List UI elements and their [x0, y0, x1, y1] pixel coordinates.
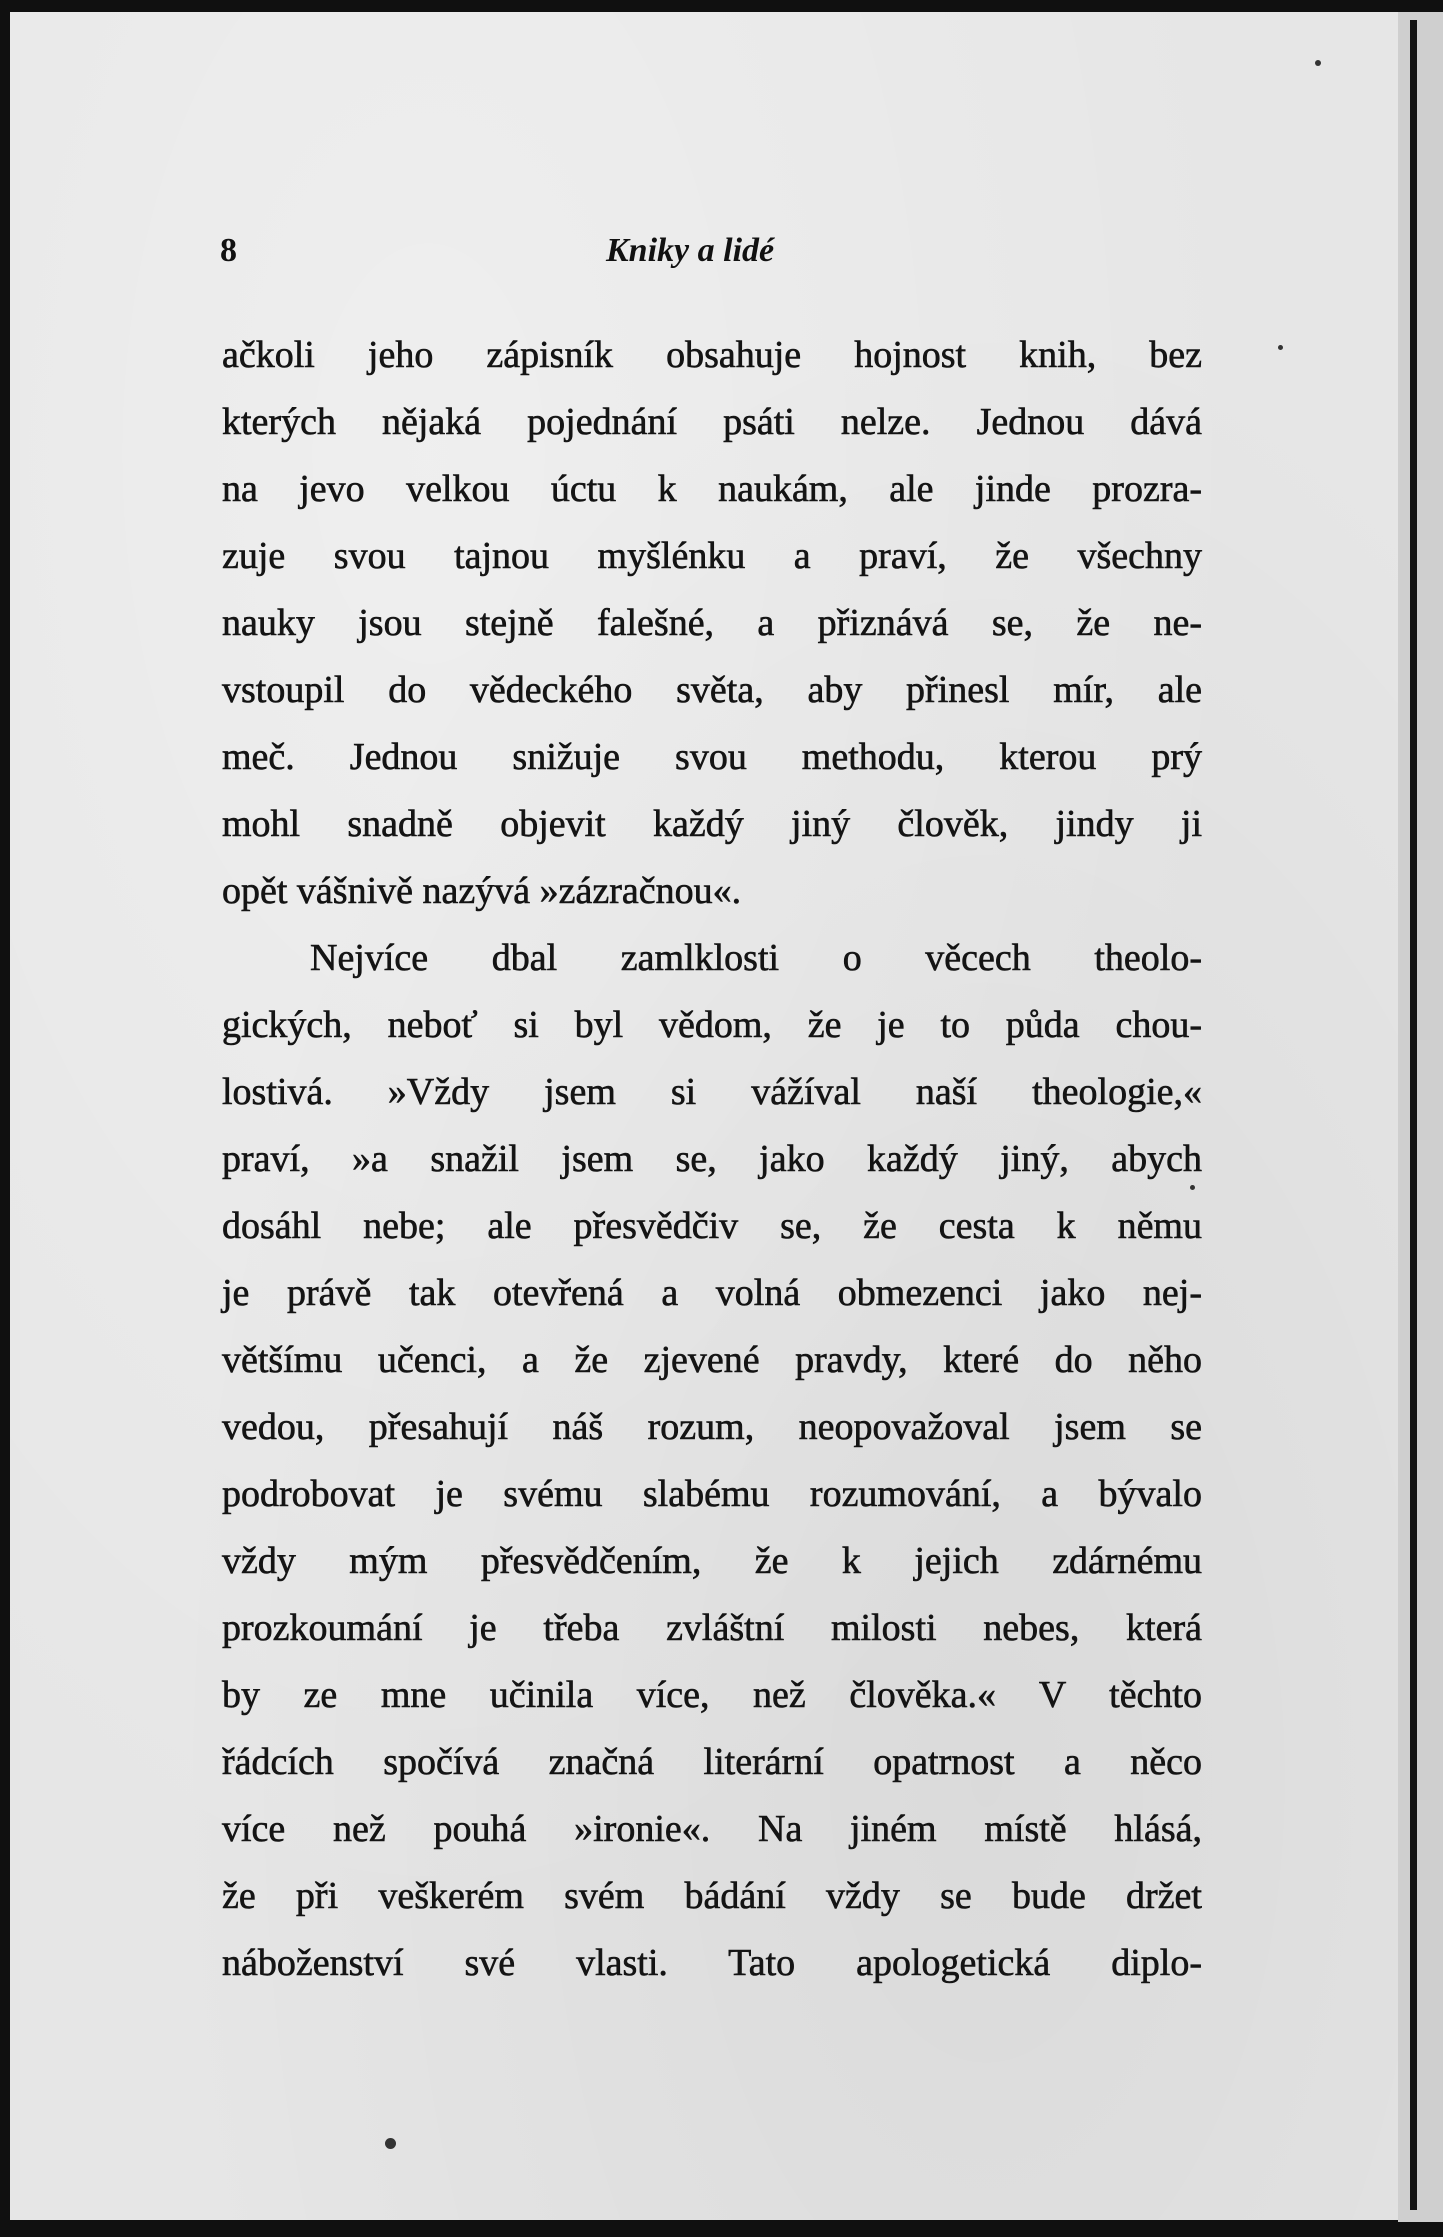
text-line: Nejvíce dbal zamlklosti o věcech theolo-: [310, 937, 1202, 979]
binding-edge-line: [1410, 20, 1417, 2210]
dust-speck: [1315, 60, 1321, 66]
text-line: vedou, přesahují náš rozum, neopovažoval jsem se: [222, 1406, 1202, 1448]
page-number: 8: [220, 232, 237, 269]
text-line: podrobovat je svému slabému rozumování, a bývalo: [222, 1473, 1202, 1515]
text-line: opět vášnivě nazývá »zázračnou«.: [222, 870, 742, 912]
text-line: že při veškerém svém bádání vždy se bude držet: [222, 1875, 1202, 1917]
page-header: [220, 232, 1220, 282]
text-line: náboženství své vlasti. Tato apologetická diplo-: [222, 1942, 1202, 1984]
text-line: více než pouhá »ironie«. Na jiném místě hlásá,: [222, 1808, 1202, 1850]
body-text: [222, 322, 1202, 1997]
running-title: Kniky a lidé: [606, 232, 775, 269]
text-line: řádcích spočívá značná literární opatrnost a něco: [222, 1741, 1202, 1783]
dust-speck: [385, 2138, 396, 2149]
text-line: meč. Jednou snižuje svou methodu, kterou prý: [222, 736, 1202, 778]
text-line: dosáhl nebe; ale přesvědčiv se, že cesta k němu: [222, 1205, 1202, 1247]
text-line: gických, neboť si byl vědom, že je to půda chou-: [222, 1004, 1202, 1046]
dust-speck: [1278, 345, 1283, 350]
text-line: prozkoumání je třeba zvláštní milosti nebes, která: [222, 1607, 1202, 1649]
text-line: nauky jsou stejně falešné, a přiznává se, že ne-: [222, 602, 1202, 644]
text-line: by ze mne učinila více, než člověka.« V těchto: [222, 1674, 1202, 1716]
text-line: kterých nějaká pojednání psáti nelze. Jednou dává: [222, 401, 1202, 443]
text-line: praví, »a snažil jsem se, jako každý jiný, abych: [222, 1138, 1202, 1180]
text-line: většímu učenci, a že zjevené pravdy, které do něho: [222, 1339, 1202, 1381]
text-line: lostivá. »Vždy jsem si vážíval naší theologie,«: [222, 1071, 1202, 1113]
text-line: vždy mým přesvědčením, že k jejich zdárnému: [222, 1540, 1202, 1582]
text-line: ačkoli jeho zápisník obsahuje hojnost knih, bez: [222, 334, 1202, 376]
text-line: je právě tak otevřená a volná obmezenci jako nej-: [222, 1272, 1202, 1314]
text-line: na jevo velkou úctu k naukám, ale jinde prozra-: [222, 468, 1202, 510]
page-edge: [1398, 12, 1443, 2222]
text-line: vstoupil do vědeckého světa, aby přinesl mír, ale: [222, 669, 1202, 711]
text-line: mohl snadně objevit každý jiný člověk, jindy ji: [222, 803, 1202, 845]
text-line: zuje svou tajnou myšlénku a praví, že všechny: [222, 535, 1202, 577]
